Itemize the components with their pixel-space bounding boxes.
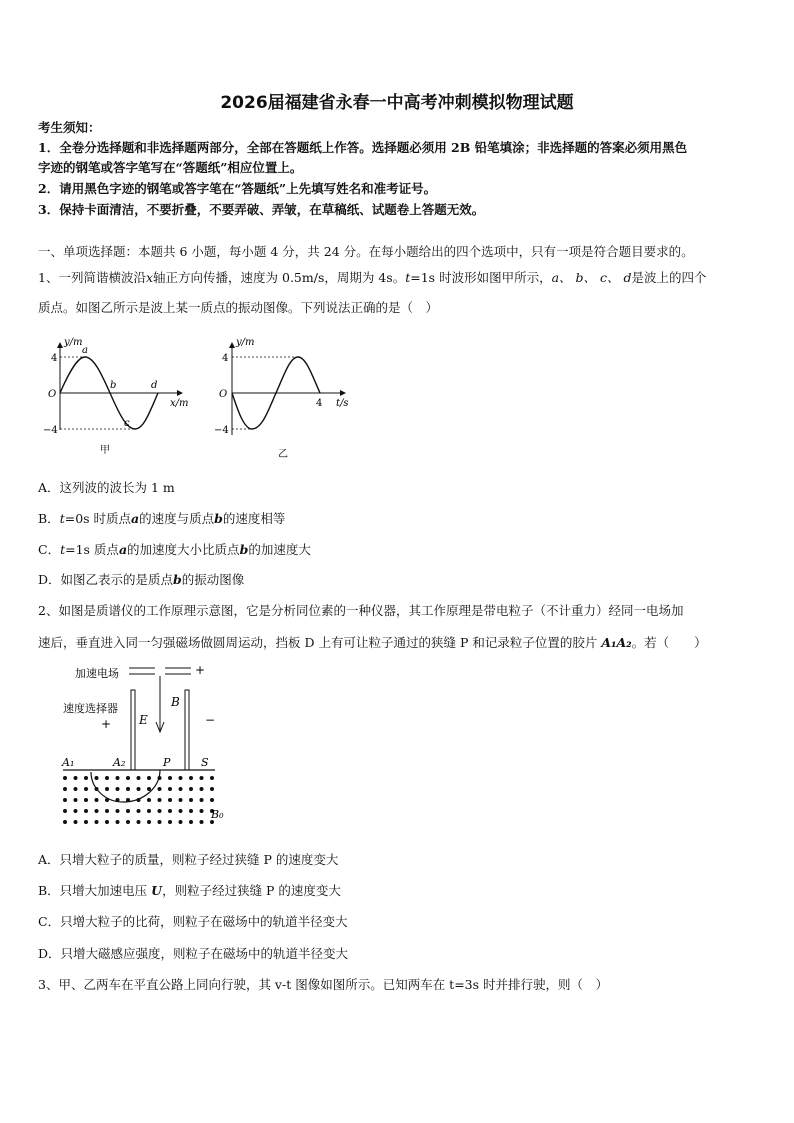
field-dot	[63, 798, 67, 802]
option-text: 的速度与质点	[139, 511, 215, 526]
field-dot	[105, 776, 109, 780]
field-dot	[126, 787, 130, 791]
q1-stem-x: x	[145, 270, 154, 285]
field-dot	[84, 798, 88, 802]
point-a-label: a	[82, 345, 88, 356]
field-dot	[158, 776, 162, 780]
field-dot	[116, 809, 120, 813]
q1-stem-points: a、 b、 c、 d	[551, 270, 632, 285]
field-dot	[74, 798, 78, 802]
q3-stem: 3、甲、乙两车在平直公路上同向行驶，其 v-t 图像如图所示。已知两车在 t=3s 时并排行驶，则（ ）	[38, 977, 609, 992]
x-axis-label: x/m	[170, 398, 189, 409]
option-text: ，则粒子经过狭缝 P 的速度变大	[162, 883, 341, 898]
field-dot	[158, 787, 162, 791]
option-var: b	[173, 572, 182, 587]
q1-stem-line1	[38, 268, 760, 288]
selector-plate-left	[131, 690, 135, 770]
velocity-selector-label: 速度选择器	[63, 702, 118, 715]
q1-option-a: A．这列波的波长为 1 m	[38, 480, 175, 495]
field-dot	[137, 798, 141, 802]
field-dot	[147, 776, 151, 780]
t-tick-label: 4	[316, 398, 323, 409]
q2-option-a: A．只增大粒子的质量，则粒子经过狭缝 P 的速度变大	[38, 852, 339, 867]
field-dot	[74, 787, 78, 791]
figure-caption-jia: 甲	[100, 445, 110, 456]
figure-caption-yi: 乙	[278, 449, 288, 460]
origin-label: O	[48, 389, 57, 400]
q2-mass-spectrometer-figure	[55, 660, 245, 840]
option-text: C．	[38, 542, 61, 557]
field-dot	[200, 787, 204, 791]
B0-label: B₀	[211, 808, 224, 821]
field-dot	[95, 798, 99, 802]
field-dot	[84, 809, 88, 813]
q1-stem-text: 是波上的四个	[631, 270, 707, 285]
q1-figure-jia	[40, 335, 200, 465]
field-dot	[210, 798, 214, 802]
field-dot	[137, 820, 141, 824]
field-dot	[126, 820, 130, 824]
q1-figure-yi	[210, 335, 360, 465]
option-text: D．如图乙表示的是质点	[38, 572, 174, 587]
field-dot	[105, 820, 109, 824]
circular-trajectory	[91, 770, 160, 802]
field-dot	[95, 776, 99, 780]
notice-item-1a: 1．全卷分选择题和非选择题两部分，全部在答题纸上作答。选择题必须用 2B 铅笔填涂；非选择题的答案必须用黑色	[38, 140, 688, 155]
option-text: 的加速度大小比质点	[127, 542, 240, 557]
field-dot	[137, 776, 141, 780]
option-text: 的速度相等	[222, 511, 286, 526]
y-max-label: 4	[222, 353, 229, 364]
field-dot	[84, 787, 88, 791]
option-var: a	[118, 542, 128, 557]
option-text: B．	[38, 511, 60, 526]
field-dot	[158, 798, 162, 802]
field-dot	[116, 820, 120, 824]
q2-stem-film: A₁A₂	[601, 635, 632, 650]
magnetic-field-dots	[63, 776, 214, 824]
section-heading: 一、单项选择题：本题共 6 小题，每小题 4 分，共 24 分。在每小题给出的四个选项中，只有一项是符合题目要求的。	[38, 244, 694, 259]
field-dot	[63, 820, 67, 824]
q1-option-d	[38, 570, 760, 590]
field-dot	[168, 776, 172, 780]
field-dot	[189, 787, 193, 791]
notice-item-2: 2．请用黑色字迹的钢笔或答字笔在“答题纸”上先填写姓名和准考证号。	[38, 181, 437, 196]
field-dot	[189, 820, 193, 824]
field-dot	[137, 809, 141, 813]
field-dot	[147, 820, 151, 824]
option-var: b	[239, 542, 249, 557]
field-E-label: E	[139, 713, 148, 727]
q2-option-c: C．只增大粒子的比荷，则粒子在磁场中的轨道半径变大	[38, 914, 348, 929]
plus-top-label: +	[195, 663, 206, 677]
field-dot	[105, 798, 109, 802]
field-dot	[200, 776, 204, 780]
field-dot	[189, 809, 193, 813]
option-var: a	[131, 511, 140, 526]
field-dot	[179, 820, 183, 824]
q2-stem-line2	[38, 633, 760, 653]
field-dot	[179, 798, 183, 802]
field-dot	[158, 820, 162, 824]
option-text: B．只增大加速电压	[38, 883, 152, 898]
plus-left-label: +	[101, 717, 112, 731]
option-var: t	[59, 511, 65, 526]
q1-stem-text: 轴正方向传播，速度为 0.5m/s，周期为 4s。	[153, 270, 406, 285]
q2-option-d: D．只增大磁感应强度，则粒子在磁场中的轨道半径变大	[38, 946, 349, 961]
A1-label: A₁	[62, 756, 75, 769]
q2-stem-line1: 2、如图是质谱仪的工作原理示意图，它是分析同位素的一种仪器，其工作原理是带电粒子（不计重力）经同一电场加	[38, 603, 684, 618]
A2-label: A₂	[113, 756, 126, 769]
option-text: 的加速度大	[248, 542, 311, 557]
field-dot	[137, 787, 141, 791]
accelerating-field-label: 加速电场	[75, 667, 119, 680]
option-var: t	[60, 542, 66, 557]
field-dot	[179, 809, 183, 813]
field-dot	[168, 820, 172, 824]
y-min-label: −4	[43, 425, 58, 436]
field-dot	[63, 787, 67, 791]
S-label: S	[201, 756, 209, 769]
field-dot	[189, 798, 193, 802]
notice-heading: 考生须知：	[38, 120, 101, 135]
field-dot	[158, 809, 162, 813]
field-dot	[168, 798, 172, 802]
field-dot	[105, 809, 109, 813]
field-dot	[210, 787, 214, 791]
point-b-label: b	[110, 380, 117, 391]
field-dot	[179, 776, 183, 780]
field-dot	[116, 798, 120, 802]
field-dot	[147, 787, 151, 791]
field-dot	[74, 809, 78, 813]
field-B-label: B	[171, 695, 180, 709]
q1-stem-t: t	[405, 270, 411, 285]
field-dot	[95, 820, 99, 824]
option-var: b	[214, 511, 223, 526]
field-dot	[147, 798, 151, 802]
option-text: =1s 质点	[65, 542, 119, 557]
field-dot	[147, 809, 151, 813]
y-min-label: −4	[214, 425, 229, 436]
q2-stem-text: 。若（ ）	[631, 635, 707, 650]
field-dot	[179, 787, 183, 791]
field-dot	[74, 776, 78, 780]
notice-item-1b: 字迹的钢笔或答字笔写在“答题纸”相应位置上。	[38, 160, 303, 175]
page-title: 2026届福建省永春一中高考冲刺模拟物理试题	[220, 93, 574, 113]
t-axis-label: t/s	[336, 398, 349, 409]
field-dot	[189, 776, 193, 780]
field-dot	[74, 820, 78, 824]
field-dot	[126, 809, 130, 813]
q1-stem-text: =1s 时波形如图甲所示，	[410, 270, 552, 285]
field-dot	[126, 798, 130, 802]
field-dot	[116, 787, 120, 791]
field-dot	[63, 776, 67, 780]
y-axis-label: y/m	[64, 337, 83, 348]
point-c-label: c	[124, 418, 130, 429]
q2-option-b	[38, 881, 760, 901]
q1-stem-text: 1、一列简谐横波沿	[38, 270, 146, 285]
q1-option-b	[38, 509, 760, 529]
y-axis-label: y/m	[236, 337, 255, 348]
field-dot	[63, 809, 67, 813]
origin-label: O	[219, 389, 228, 400]
notice-item-3: 3．保持卡面清洁，不要折叠，不要弄破、弄皱，在草稿纸、试题卷上答题无效。	[38, 202, 485, 217]
field-dot	[200, 820, 204, 824]
field-dot	[200, 798, 204, 802]
option-var: U	[151, 883, 163, 898]
q1-option-c	[38, 540, 760, 560]
option-text: =0s 时质点	[64, 511, 132, 526]
selector-plate-right	[185, 690, 189, 770]
y-max-label: 4	[51, 353, 58, 364]
field-dot	[168, 809, 172, 813]
field-dot	[210, 776, 214, 780]
point-d-label: d	[151, 380, 158, 391]
field-dot	[95, 809, 99, 813]
field-dot	[126, 776, 130, 780]
field-dot	[84, 776, 88, 780]
field-dot	[84, 820, 88, 824]
field-dot	[116, 776, 120, 780]
P-label: P	[163, 756, 171, 769]
field-dot	[105, 787, 109, 791]
minus-right-label: −	[205, 713, 216, 727]
field-dot	[95, 787, 99, 791]
q1-stem-line2: 质点。如图乙所示是波上某一质点的振动图像。下列说法正确的是（ ）	[38, 300, 439, 315]
q2-stem-text: 速后，垂直进入同一匀强磁场做圆周运动，挡板 D 上有可让粒子通过的狭缝 P 和记录粒子位置的胶片	[38, 635, 602, 650]
option-text: 的振动图像	[181, 572, 245, 587]
field-dot	[168, 787, 172, 791]
field-dot	[200, 809, 204, 813]
